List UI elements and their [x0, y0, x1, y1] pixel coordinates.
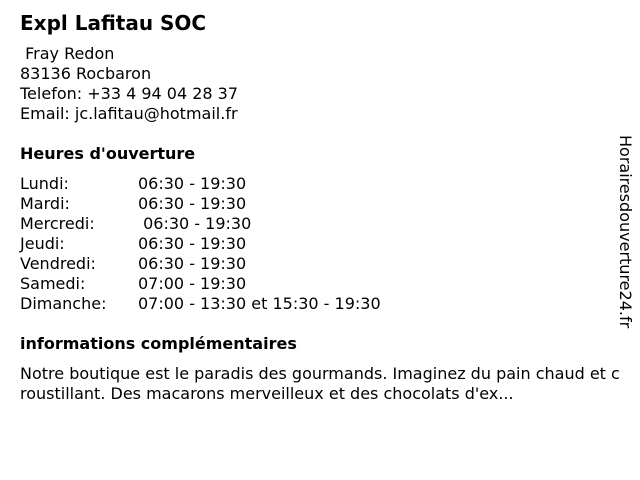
additional-info-heading: informations complémentaires — [20, 334, 297, 353]
time-range: 06:30 - 19:30 — [138, 214, 252, 233]
day-label: Samedi: — [20, 274, 86, 293]
postal-city: 83136 Rocbaron — [20, 64, 152, 83]
time-range: 07:00 - 19:30 — [138, 274, 247, 293]
day-label: Mardi: — [20, 194, 70, 213]
time-range: 06:30 - 19:30 — [138, 234, 247, 253]
opening-hours-list — [20, 174, 381, 314]
hours-row-friday — [20, 254, 381, 274]
time-range: 07:00 - 13:30 et 15:30 - 19:30 — [138, 294, 381, 313]
opening-hours-heading: Heures d'ouverture — [20, 144, 196, 163]
day-label: Vendredi: — [20, 254, 96, 273]
street-address: Fray Redon — [20, 44, 115, 63]
hours-row-thursday — [20, 234, 381, 254]
hours-row-saturday — [20, 274, 381, 294]
business-description: Notre boutique est le paradis des gourmands. Imaginez du pain chaud et croustillant. Des macarons merveilleux et des chocolats d'ex... — [20, 364, 620, 403]
business-name: Expl Lafitau SOC — [20, 11, 207, 35]
hours-row-tuesday — [20, 194, 381, 214]
day-label: Jeudi: — [20, 234, 65, 253]
day-label: Lundi: — [20, 174, 69, 193]
day-label: Mercredi: — [20, 214, 95, 233]
day-label: Dimanche: — [20, 294, 107, 313]
time-range: 06:30 - 19:30 — [138, 254, 247, 273]
phone-number: Telefon: +33 4 94 04 28 37 — [20, 84, 239, 103]
contact-block — [20, 44, 238, 124]
time-range: 06:30 - 19:30 — [138, 194, 247, 213]
hours-row-wednesday — [20, 214, 381, 234]
email-address: Email: jc.lafitau@hotmail.fr — [20, 104, 238, 123]
hours-row-sunday — [20, 294, 381, 314]
time-range: 06:30 - 19:30 — [138, 174, 247, 193]
hours-row-monday — [20, 174, 381, 194]
site-watermark: Horairesdouverture24.fr — [616, 135, 635, 329]
